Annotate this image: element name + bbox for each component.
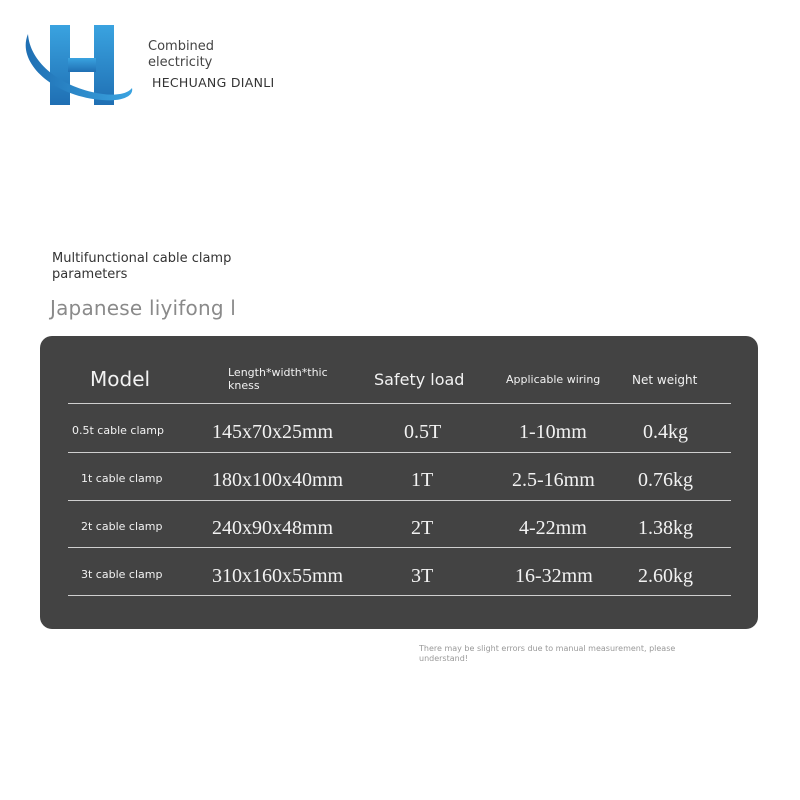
measurement-footnote: There may be slight errors due to manual measurement, please understand! [419,644,676,663]
brand-name-line1: Combined [148,39,215,54]
row-wiring: 4-22mm [519,517,587,539]
row-model: 1t cable clamp [81,472,163,485]
row-safety-load: 1T [411,469,434,491]
row-dimensions: 240x90x48mm [212,517,334,539]
row-dimensions: 310x160x55mm [212,565,344,587]
row-divider [68,500,731,501]
parameters-subtitle: Multifunctional cable clamp parameters [52,251,232,282]
row-wiring: 16-32mm [515,565,593,587]
brand-name-pinyin: HECHUANG DIANLI [152,75,275,90]
brand-name-line2: electricity [148,55,213,70]
row-model: 2t cable clamp [81,520,163,533]
row-weight: 0.76kg [638,469,693,491]
header-divider [68,403,731,404]
row-wiring: 1-10mm [519,421,587,443]
row-dimensions: 145x70x25mm [212,421,334,443]
header-model: Model [90,367,151,391]
row-safety-load: 3T [411,565,434,587]
row-wiring: 2.5-16mm [512,469,595,491]
header-net-weight: Net weight [632,373,698,387]
row-model: 3t cable clamp [81,568,163,581]
header-applicable-wiring: Applicable wiring [506,373,601,386]
hechuang-logo [22,22,136,108]
product-name: Japanese liyifong l [50,296,237,320]
header-safety-load: Safety load [374,370,465,389]
row-divider [68,452,731,453]
row-weight: 0.4kg [643,421,688,443]
row-divider [68,547,731,548]
row-dimensions: 180x100x40mm [212,469,344,491]
row-model: 0.5t cable clamp [72,424,164,437]
row-divider [68,595,731,596]
row-weight: 2.60kg [638,565,693,587]
row-safety-load: 2T [411,517,434,539]
row-safety-load: 0.5T [404,421,442,443]
row-weight: 1.38kg [638,517,693,539]
parameters-table [40,336,758,629]
header-dimensions: Length*width*thic kness [228,366,328,392]
